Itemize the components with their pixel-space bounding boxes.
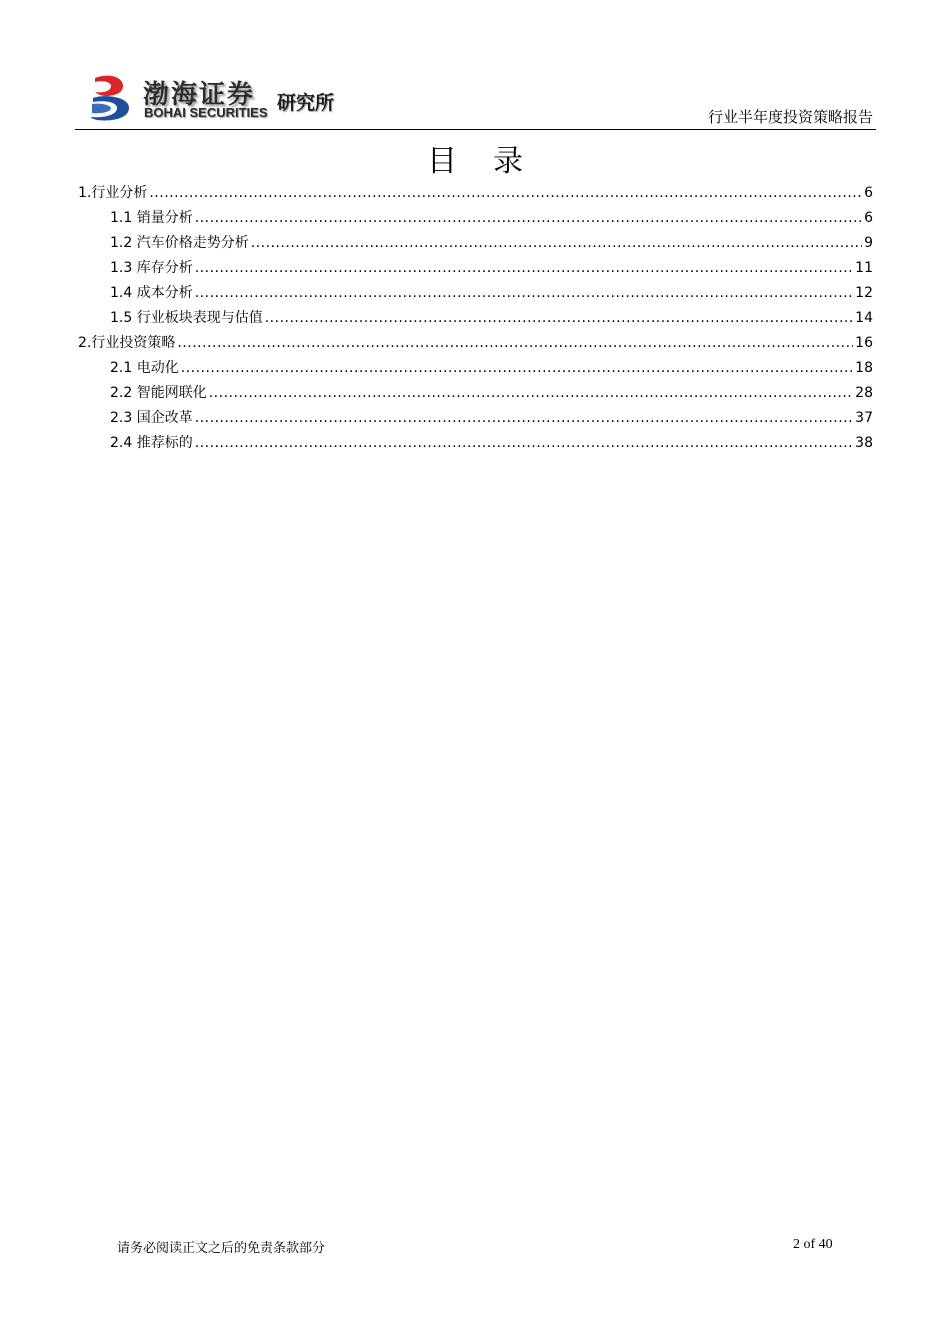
page-header [75,68,876,130]
toc-entry-label: 1.1 销量分析 [110,210,193,226]
footer-page-number: 2 of 40 [793,1237,833,1252]
toc-entry-label: 1.2 汽车价格走势分析 [110,235,249,251]
bohai-securities-logo [89,74,389,126]
toc-entry-label: 2.行业投资策略 [78,335,176,351]
toc-entry-label: 2.2 智能网联化 [110,385,207,401]
toc-entry[interactable] [78,208,873,233]
toc-entry-page: 6 [864,210,873,226]
toc-entry[interactable] [78,333,873,358]
toc-entry-label: 1.5 行业板块表现与估值 [110,310,263,326]
toc-dot-leader [195,433,853,453]
toc-dot-leader [251,233,862,253]
header-divider [75,129,876,130]
toc-entry-label: 1.4 成本分析 [110,285,193,301]
institute-label: 研究所 [277,92,335,114]
bohai-logo-icon [89,74,133,122]
toc-entry-page: 28 [855,385,873,401]
toc-dot-leader [149,183,862,203]
toc-entry-label: 1.行业分析 [78,185,148,201]
toc-entry[interactable] [78,358,873,383]
toc-entry-label: 1.3 库存分析 [110,260,193,276]
toc-dot-leader [209,383,853,403]
toc-entry-label: 2.4 推荐标的 [110,435,193,451]
toc-dot-leader [195,408,853,428]
toc-entry[interactable] [78,258,873,283]
toc-entry[interactable] [78,283,873,308]
toc-dot-leader [265,308,853,328]
toc-entry[interactable] [78,433,873,458]
toc-entry[interactable] [78,408,873,433]
toc-dot-leader [195,283,853,303]
logo-english-name: BOHAI SECURITIES [144,105,268,120]
toc-entry-page: 14 [855,310,873,326]
toc-entry[interactable] [78,183,873,208]
footer-disclaimer: 请务必阅读正文之后的免责条款部分 [117,1241,326,1256]
toc-entry[interactable] [78,233,873,258]
toc-entry-page: 6 [864,185,873,201]
toc-entry-page: 16 [855,335,873,351]
toc-dot-leader [181,358,853,378]
toc-entry-label: 2.3 国企改革 [110,410,193,426]
toc-entry-page: 18 [855,360,873,376]
toc-dot-leader [195,258,853,278]
toc-title: 目录 [427,144,559,179]
toc-entry-page: 11 [855,260,873,276]
toc-entry-page: 37 [855,410,873,426]
toc-dot-leader [177,333,853,353]
toc-entry-page: 38 [855,435,873,451]
toc-entry-label: 2.1 电动化 [110,360,179,376]
logo-chinese-name: 渤海证券 [143,80,256,110]
table-of-contents [78,183,873,458]
report-type: 行业半年度投资策略报告 [707,108,873,126]
toc-entry-page: 9 [864,235,873,251]
toc-entry[interactable] [78,308,873,333]
toc-entry[interactable] [78,383,873,408]
toc-dot-leader [195,208,862,228]
toc-entry-page: 12 [855,285,873,301]
